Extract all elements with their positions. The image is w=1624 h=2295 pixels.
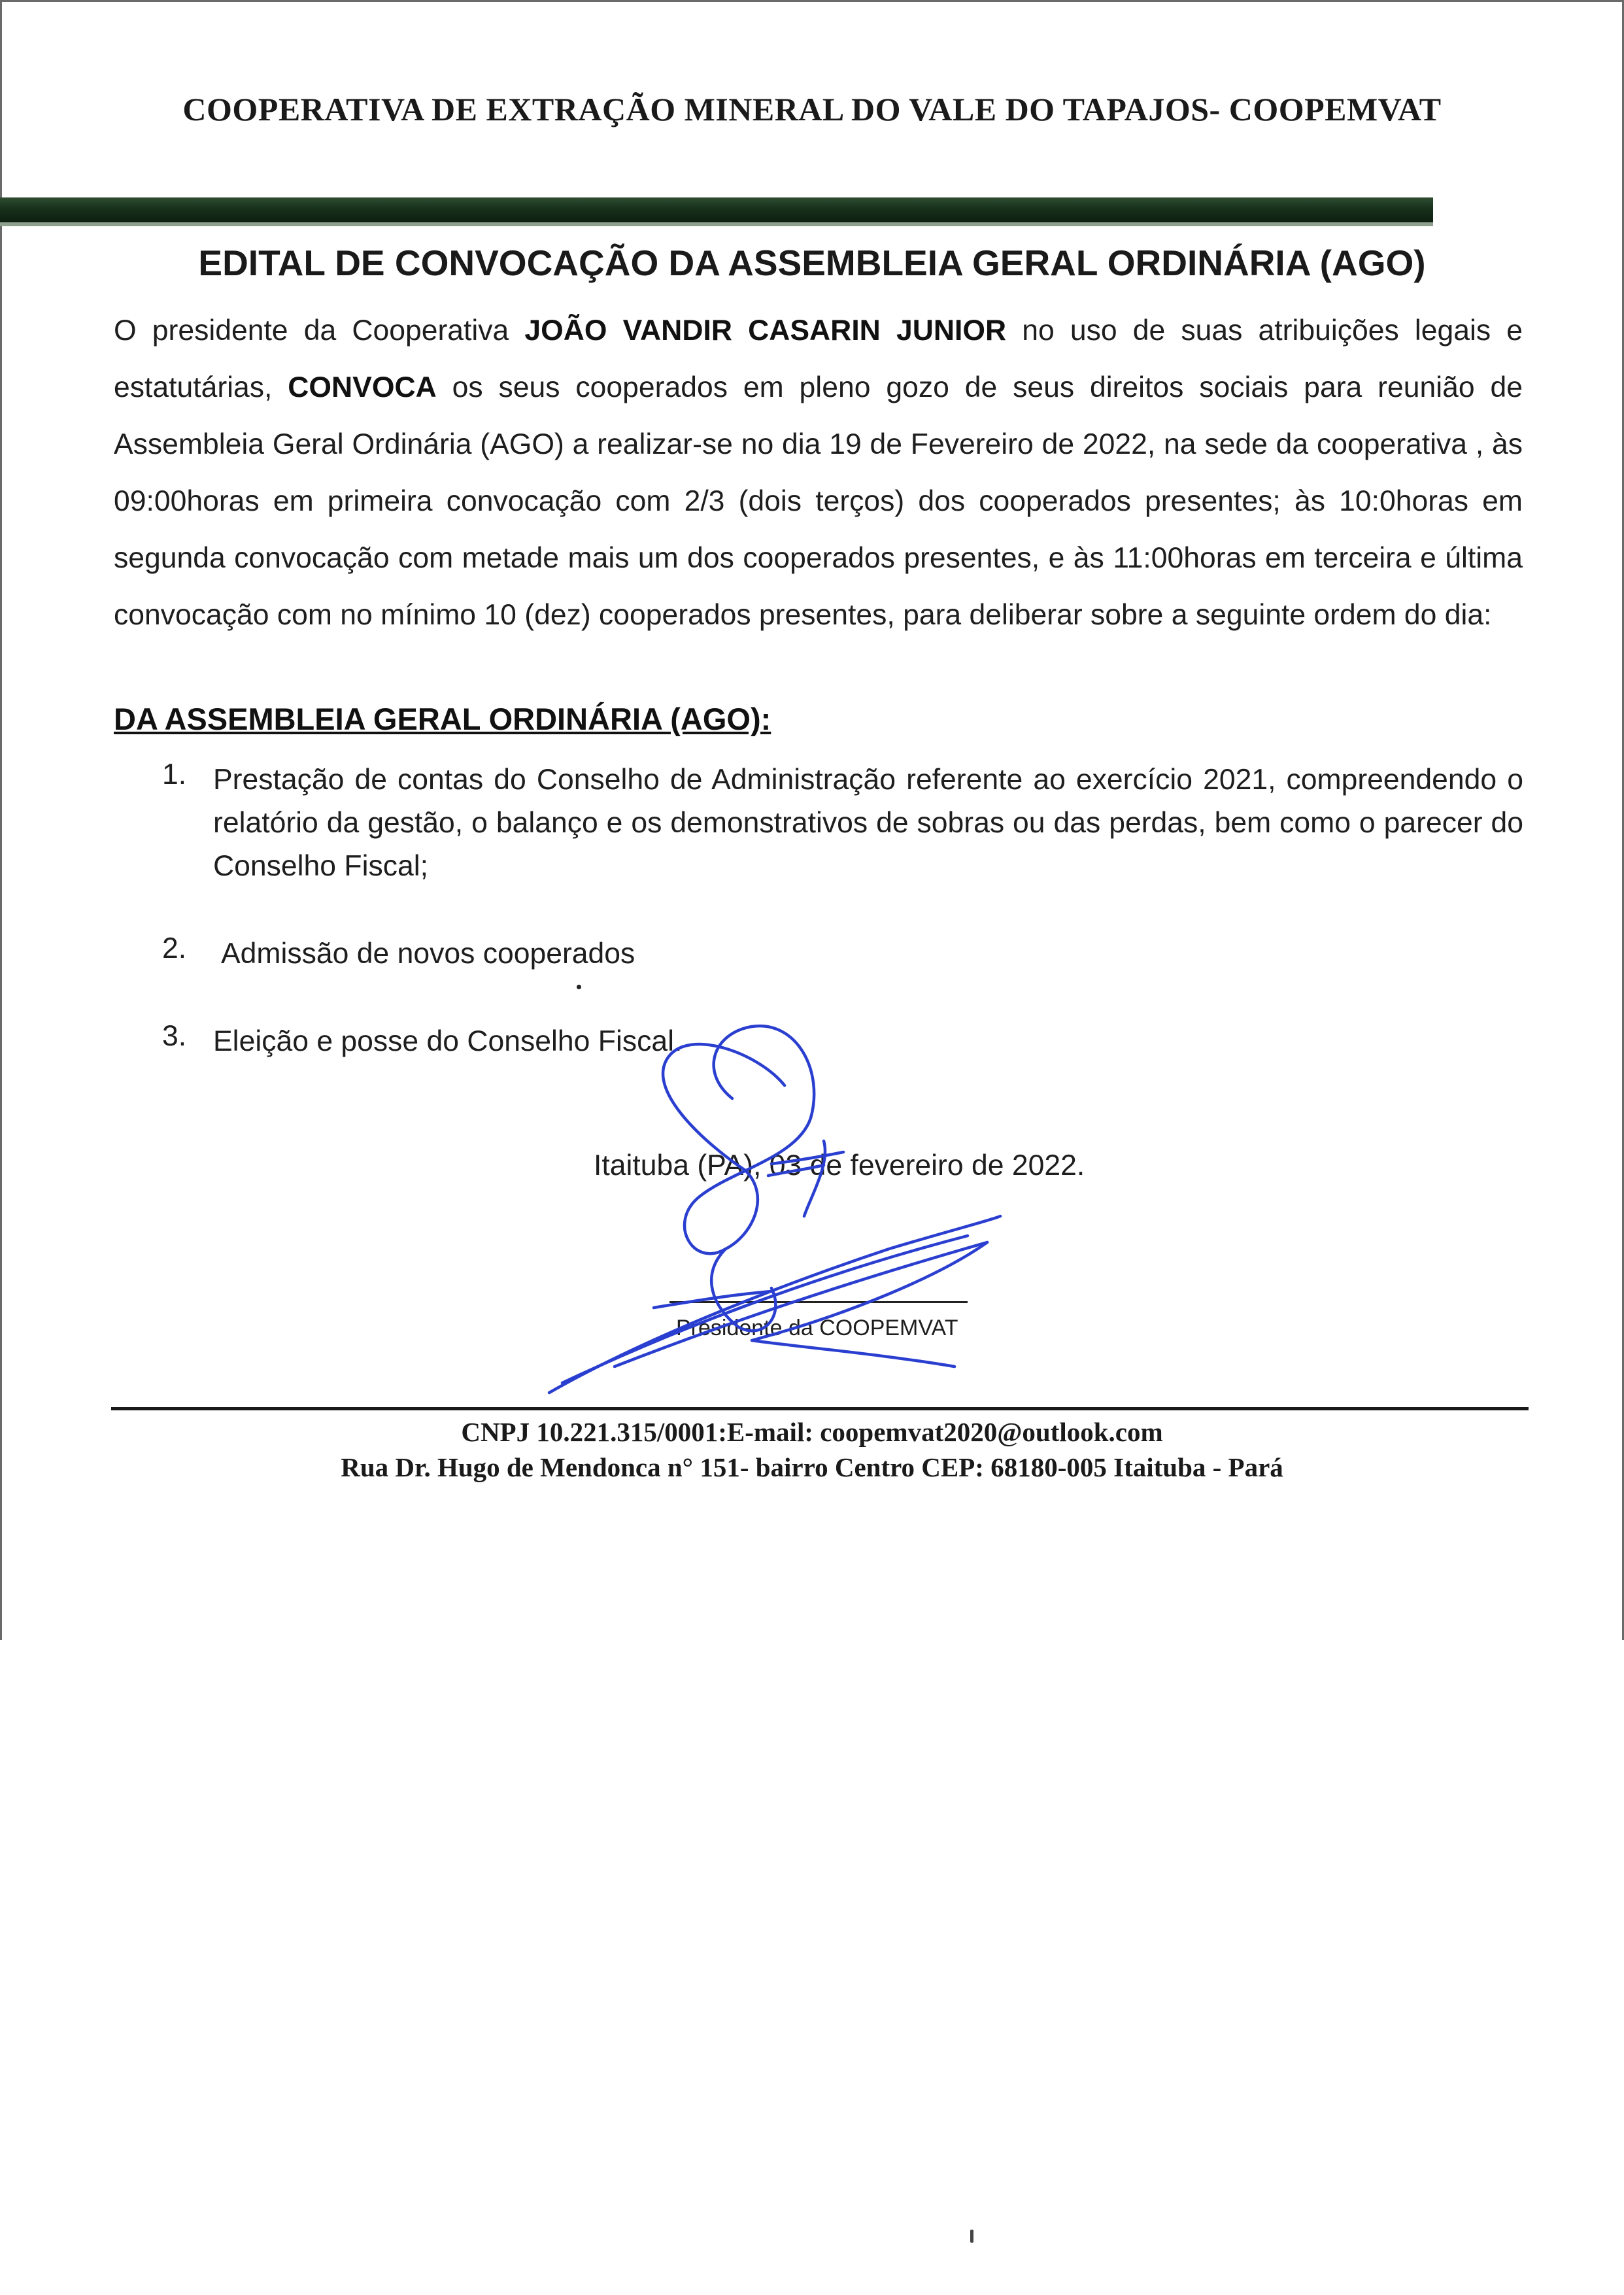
agenda-item-1 [162, 758, 1523, 889]
agenda-item-number: 2. [162, 932, 187, 964]
notice-body [114, 302, 1523, 643]
intro-text-2: no uso de suas atribuições legais e estatutárias, [114, 314, 1523, 403]
agenda-item-number: 1. [162, 758, 187, 790]
footer-contact: CNPJ 10.221.315/0001:E-mail: coopemvat2020@outlook.com [461, 1417, 1163, 1447]
convoca-keyword: CONVOCA [288, 371, 437, 403]
footer-divider [111, 1407, 1529, 1410]
footer-address: Rua Dr. Hugo de Mendonca n° 151- bairro Centro CEP: 68180-005 Itaituba - Pará [341, 1452, 1283, 1482]
signature-caption: Presidente da COOPEMVAT [676, 1316, 958, 1340]
organization-header: COOPERATIVA DE EXTRAÇÃO MINERAL DO VALE DO TAPAJOS- COOPEMVAT [182, 91, 1442, 128]
agenda-item-2 [162, 932, 947, 978]
agenda-item-text: Prestação de contas do Conselho de Administração referente ao exercício 2021, compreendendo o relatório da gestão, o balanço e os demonstrativos de sobras ou das perdas, bem como o parecer do Conselho Fiscal; [213, 764, 1523, 882]
agenda-item-number: 3. [162, 1020, 187, 1052]
president-name: JOÃO VANDIR CASARIN JUNIOR [524, 314, 1007, 347]
agenda-item-text: Eleição e posse do Conselho Fiscal. [213, 1025, 683, 1057]
agenda-item-text: Admissão de novos cooperados [221, 938, 635, 970]
stray-scan-mark [970, 2230, 973, 2243]
notice-title: EDITAL DE CONVOCAÇÃO DA ASSEMBLEIA GERAL ORDINÁRIA (AGO) [198, 243, 1426, 283]
header-divider-bar [0, 197, 1433, 222]
handwritten-signature [536, 1000, 1125, 1419]
agenda-heading: DA ASSEMBLEIA GERAL ORDINÁRIA (AGO): [114, 702, 771, 736]
stray-dot-mark [577, 985, 581, 989]
intro-text-1: O presidente da Cooperativa [114, 314, 525, 347]
place-and-date: Itaituba (PA), 03 de fevereiro de 2022. [594, 1149, 1085, 1182]
intro-text-3: os seus cooperados em pleno gozo de seus direitos sociais para reunião de Assembleia Geral Ordinária (AGO) a realizar-se no dia 19 de Fevereiro de 2022, na sede da cooperativa , às 09:00horas em primeira convocação com 2/3 (dois terços) dos cooperados presentes; às 10:0horas em segunda convocação com metade mais um dos cooperados presentes, e às 11:00horas em terceira e última convocação com no mínimo 10 (dez) cooperados presentes, para deliberar sobre a seguinte ordem do dia: [114, 371, 1523, 631]
